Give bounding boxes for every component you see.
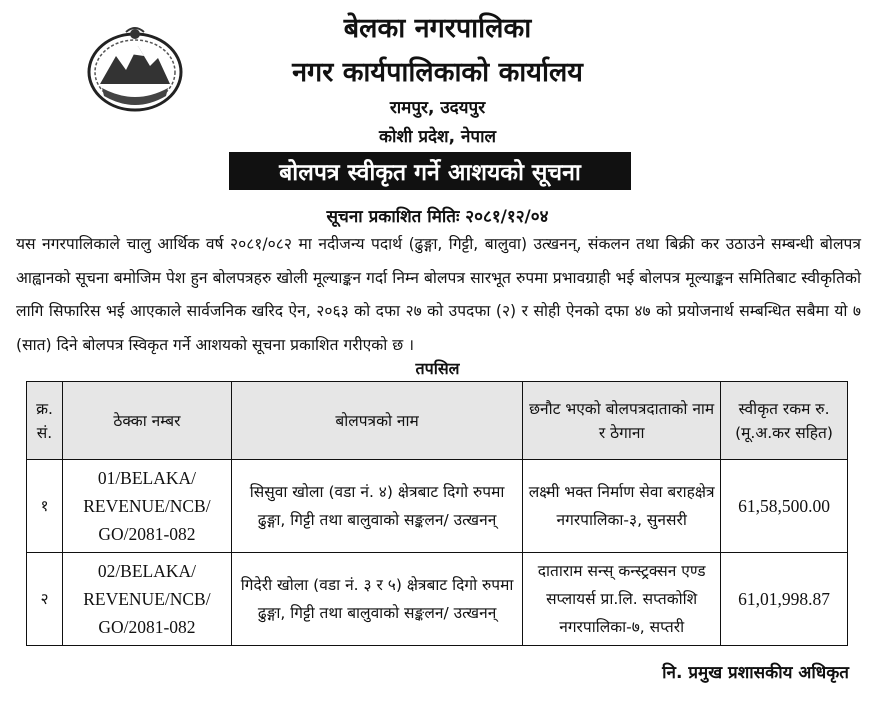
cell-amount: 61,58,500.00 [721,460,848,553]
notice-title-banner: बोलपत्र स्वीकृत गर्ने आशयको सूचना [229,152,631,190]
office-name: नगर कार्यपालिकाको कार्यालय [292,57,583,88]
cell-bidder: दाताराम सन्स् कन्स्ट्रक्सन एण्ड सप्लायर्स प्रा.लि. सप्तकोशि नगरपालिका-७, सप्तरी [523,553,721,646]
cell-amount: 61,01,998.87 [721,553,848,646]
header-amount: स्वीकृत रकम रु. (मू.अ.कर सहित) [721,382,848,460]
office-address: रामपुर, उदयपुर [389,98,486,118]
table-row [27,460,848,553]
municipality-name: बेलका नगरपालिका [343,13,532,44]
table-row [27,553,848,646]
cell-contract-number: 02/BELAKA/ REVENUE/NCB/ GO/2081-082 [62,553,231,646]
table-header-row [27,382,848,460]
cell-bidder: लक्ष्मी भक्त निर्माण सेवा बराहक्षेत्र नगरपालिका-३, सुनसरी [523,460,721,553]
cell-contract-number: 01/BELAKA/ REVENUE/NCB/ GO/2081-082 [62,460,231,553]
cell-serial: २ [27,553,63,646]
cell-bid-name: सिसुवा खोला (वडा नं. ४) क्षेत्रबाट दिगो रुपमा ढुङ्गा, गिट्टी तथा बालुवाको सङ्कलन/ उत्खनन् [231,460,522,553]
province-country: कोशी प्रदेश, नेपाल [379,127,496,147]
cell-serial: १ [27,460,63,553]
cell-bid-name: गिदेरी खोला (वडा नं. ३ र ५) क्षेत्रबाट दिगो रुपमा ढुङ्गा, गिट्टी तथा बालुवाको सङ्कलन/ उत्खनन् [231,553,522,646]
notice-body-text: यस नगरपालिकाले चालु आर्थिक वर्ष २०८१/०८२ मा नदीजन्य पदार्थ (ढुङ्गा, गिट्टी, बालुवा) उत्खनन्, संकलन तथा बिक्री कर उठाउने सम्बन्धी बोलपत्र आह्वानको सूचना बमोजिम पेश हुन बोलपत्रहरु खोली मूल्याङ्कन गर्दा निम्न बोलपत्र सारभूत रुपमा प्रभावग्राही भई बोलपत्र मूल्याङ्कन समितिबाट स्वीकृतिको लागि सिफारिस भई आएकाले सार्वजनिक खरिद ऐन, २०६३ को दफा २७ को उपदफा (२) र सोही ऐनको दफा ४७ को प्रयोजनार्थ सम्बन्धित सबैमा यो ७ (सात) दिने बोलपत्र स्विकृत गर्ने आशयको सूचना प्रकाशित गरीएको छ । [16,235,861,354]
bid-acceptance-table [26,381,848,646]
header-serial: क्र. सं. [27,382,63,460]
header-bidder: छनौट भएको बोलपत्रदाताको नाम र ठेगाना [523,382,721,460]
publication-date: सूचना प्रकाशित मितिः २०८१/१२/०४ [326,207,549,227]
details-subheading: तपसिल [415,359,460,378]
signatory-title: नि. प्रमुख प्रशासकीय अधिकृत [662,663,849,683]
header-contract-number: ठेक्का नम्बर [62,382,231,460]
header-bid-name: बोलपत्रको नाम [231,382,522,460]
